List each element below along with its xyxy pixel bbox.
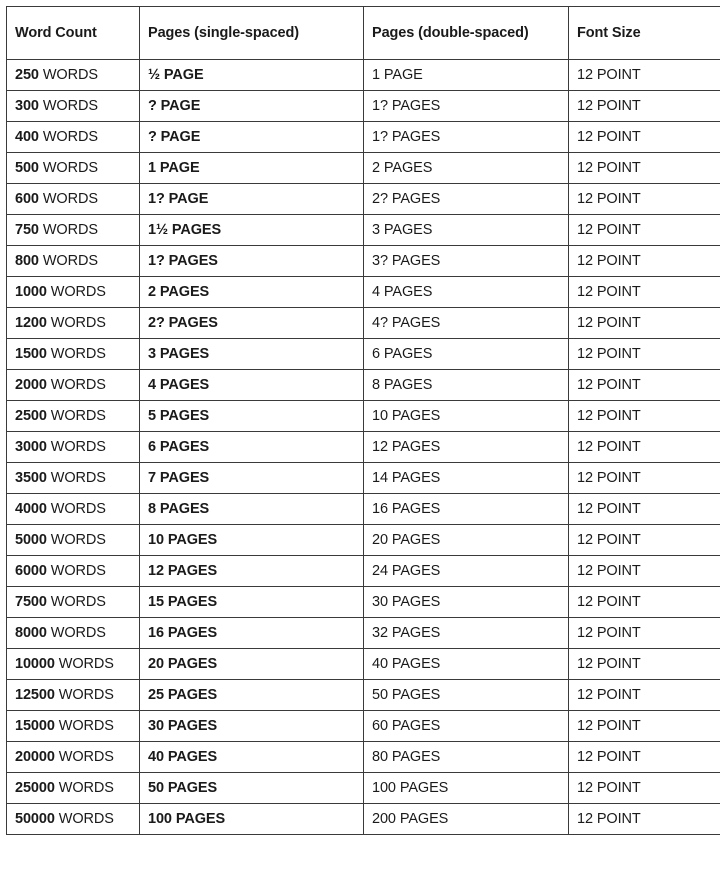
word-count-unit: WORDS (42, 160, 98, 176)
pages-single-spaced-cell: 10 PAGES (140, 525, 364, 556)
table-row (7, 401, 720, 432)
word-count-number: 600 (15, 191, 39, 207)
table-row (7, 122, 720, 153)
font-size-cell: 12 POINT (569, 308, 720, 339)
table-row (7, 680, 720, 711)
pages-single-spaced-cell: 8 PAGES (140, 494, 364, 525)
pages-single-spaced-cell: 100 PAGES (140, 804, 364, 835)
word-count-cell (7, 556, 140, 587)
table-row (7, 649, 720, 680)
table-row (7, 804, 720, 835)
table-row (7, 742, 720, 773)
word-count-number: 2000 (15, 377, 47, 393)
table-row (7, 184, 720, 215)
table-row (7, 432, 720, 463)
pages-single-spaced-cell: 50 PAGES (140, 773, 364, 804)
word-count-unit: WORDS (50, 501, 106, 517)
font-size-cell: 12 POINT (569, 773, 720, 804)
pages-single-spaced-cell: 15 PAGES (140, 587, 364, 618)
word-count-number: 800 (15, 253, 39, 269)
table-row (7, 246, 720, 277)
header-font-size: Font Size (569, 7, 720, 60)
word-count-cell (7, 711, 140, 742)
word-count-cell (7, 60, 140, 91)
font-size-cell: 12 POINT (569, 804, 720, 835)
pages-double-spaced-cell: 60 PAGES (364, 711, 569, 742)
pages-double-spaced-cell: 10 PAGES (364, 401, 569, 432)
pages-single-spaced-cell: 40 PAGES (140, 742, 364, 773)
pages-single-spaced-cell: ½ PAGE (140, 60, 364, 91)
pages-double-spaced-cell: 100 PAGES (364, 773, 569, 804)
word-count-unit: WORDS (58, 811, 114, 827)
word-count-cell (7, 153, 140, 184)
table-body (7, 60, 720, 835)
pages-single-spaced-cell: 16 PAGES (140, 618, 364, 649)
word-count-number: 1200 (15, 315, 47, 331)
table-row (7, 60, 720, 91)
word-count-number: 12500 (15, 687, 55, 703)
pages-single-spaced-cell: 25 PAGES (140, 680, 364, 711)
word-count-unit: WORDS (50, 470, 106, 486)
pages-double-spaced-cell: 50 PAGES (364, 680, 569, 711)
word-count-number: 5000 (15, 532, 47, 548)
word-count-unit: WORDS (50, 594, 106, 610)
word-count-number: 400 (15, 129, 39, 145)
font-size-cell: 12 POINT (569, 587, 720, 618)
header-word-count: Word Count (7, 7, 140, 60)
word-count-cell (7, 339, 140, 370)
word-count-unit: WORDS (42, 191, 98, 207)
font-size-cell: 12 POINT (569, 184, 720, 215)
pages-double-spaced-cell: 3 PAGES (364, 215, 569, 246)
word-count-unit: WORDS (42, 67, 98, 83)
word-count-number: 7500 (15, 594, 47, 610)
font-size-cell: 12 POINT (569, 153, 720, 184)
word-count-unit: WORDS (50, 377, 106, 393)
pages-double-spaced-cell: 14 PAGES (364, 463, 569, 494)
word-count-cell (7, 773, 140, 804)
table-row (7, 339, 720, 370)
word-count-cell (7, 370, 140, 401)
word-count-number: 250 (15, 67, 39, 83)
word-count-table (6, 6, 720, 835)
word-count-cell (7, 525, 140, 556)
word-count-unit: WORDS (42, 222, 98, 238)
font-size-cell: 12 POINT (569, 339, 720, 370)
word-count-number: 20000 (15, 749, 55, 765)
pages-double-spaced-cell: 2 PAGES (364, 153, 569, 184)
word-count-unit: WORDS (50, 439, 106, 455)
word-count-number: 3000 (15, 439, 47, 455)
table-row (7, 153, 720, 184)
pages-single-spaced-cell: 1½ PAGES (140, 215, 364, 246)
word-count-unit: WORDS (58, 780, 114, 796)
word-count-unit: WORDS (50, 563, 106, 579)
word-count-unit: WORDS (58, 687, 114, 703)
header-pages-double-spaced: Pages (double-spaced) (364, 7, 569, 60)
word-count-cell (7, 432, 140, 463)
table-row (7, 277, 720, 308)
pages-double-spaced-cell: 16 PAGES (364, 494, 569, 525)
word-count-cell (7, 308, 140, 339)
table-row (7, 215, 720, 246)
pages-single-spaced-cell: 1 PAGE (140, 153, 364, 184)
font-size-cell: 12 POINT (569, 91, 720, 122)
font-size-cell: 12 POINT (569, 401, 720, 432)
word-count-cell (7, 742, 140, 773)
font-size-cell: 12 POINT (569, 742, 720, 773)
table-row (7, 308, 720, 339)
font-size-cell: 12 POINT (569, 711, 720, 742)
word-count-unit: WORDS (50, 625, 106, 641)
pages-single-spaced-cell: 20 PAGES (140, 649, 364, 680)
pages-double-spaced-cell: 1? PAGES (364, 122, 569, 153)
word-count-cell (7, 277, 140, 308)
word-count-cell (7, 680, 140, 711)
pages-double-spaced-cell: 12 PAGES (364, 432, 569, 463)
font-size-cell: 12 POINT (569, 60, 720, 91)
word-count-number: 8000 (15, 625, 47, 641)
pages-single-spaced-cell: 2 PAGES (140, 277, 364, 308)
table-row (7, 494, 720, 525)
word-count-number: 300 (15, 98, 39, 114)
table-row (7, 463, 720, 494)
pages-single-spaced-cell: 2? PAGES (140, 308, 364, 339)
word-count-number: 6000 (15, 563, 47, 579)
font-size-cell: 12 POINT (569, 525, 720, 556)
font-size-cell: 12 POINT (569, 618, 720, 649)
word-count-cell (7, 122, 140, 153)
pages-single-spaced-cell: 6 PAGES (140, 432, 364, 463)
table-row (7, 370, 720, 401)
pages-single-spaced-cell: 4 PAGES (140, 370, 364, 401)
word-count-unit: WORDS (58, 718, 114, 734)
font-size-cell: 12 POINT (569, 246, 720, 277)
word-count-unit: WORDS (42, 98, 98, 114)
word-count-cell (7, 246, 140, 277)
pages-double-spaced-cell: 32 PAGES (364, 618, 569, 649)
word-count-cell (7, 401, 140, 432)
pages-double-spaced-cell: 30 PAGES (364, 587, 569, 618)
pages-single-spaced-cell: 1? PAGE (140, 184, 364, 215)
word-count-cell (7, 91, 140, 122)
pages-single-spaced-cell: 1? PAGES (140, 246, 364, 277)
word-count-number: 750 (15, 222, 39, 238)
word-count-cell (7, 587, 140, 618)
table-row (7, 525, 720, 556)
word-count-number: 1500 (15, 346, 47, 362)
pages-double-spaced-cell: 8 PAGES (364, 370, 569, 401)
word-count-number: 1000 (15, 284, 47, 300)
word-count-unit: WORDS (58, 749, 114, 765)
pages-single-spaced-cell: ? PAGE (140, 91, 364, 122)
word-count-cell (7, 463, 140, 494)
pages-single-spaced-cell: 7 PAGES (140, 463, 364, 494)
font-size-cell: 12 POINT (569, 370, 720, 401)
header-pages-single-spaced: Pages (single-spaced) (140, 7, 364, 60)
pages-double-spaced-cell: 20 PAGES (364, 525, 569, 556)
word-count-number: 10000 (15, 656, 55, 672)
word-count-unit: WORDS (42, 253, 98, 269)
pages-double-spaced-cell: 24 PAGES (364, 556, 569, 587)
pages-single-spaced-cell: 5 PAGES (140, 401, 364, 432)
word-count-unit: WORDS (50, 408, 106, 424)
pages-double-spaced-cell: 40 PAGES (364, 649, 569, 680)
font-size-cell: 12 POINT (569, 649, 720, 680)
word-count-number: 50000 (15, 811, 55, 827)
word-count-unit: WORDS (50, 315, 106, 331)
font-size-cell: 12 POINT (569, 556, 720, 587)
word-count-unit: WORDS (50, 284, 106, 300)
table-header-row (7, 7, 720, 60)
word-count-cell (7, 494, 140, 525)
pages-single-spaced-cell: 30 PAGES (140, 711, 364, 742)
word-count-unit: WORDS (50, 346, 106, 362)
pages-single-spaced-cell: ? PAGE (140, 122, 364, 153)
word-count-cell (7, 804, 140, 835)
pages-single-spaced-cell: 12 PAGES (140, 556, 364, 587)
font-size-cell: 12 POINT (569, 277, 720, 308)
word-count-number: 15000 (15, 718, 55, 734)
font-size-cell: 12 POINT (569, 463, 720, 494)
word-count-cell (7, 215, 140, 246)
font-size-cell: 12 POINT (569, 432, 720, 463)
pages-double-spaced-cell: 6 PAGES (364, 339, 569, 370)
font-size-cell: 12 POINT (569, 680, 720, 711)
font-size-cell: 12 POINT (569, 215, 720, 246)
pages-double-spaced-cell: 200 PAGES (364, 804, 569, 835)
pages-double-spaced-cell: 4 PAGES (364, 277, 569, 308)
word-count-number: 25000 (15, 780, 55, 796)
table-row (7, 773, 720, 804)
table-row (7, 556, 720, 587)
pages-double-spaced-cell: 2? PAGES (364, 184, 569, 215)
word-count-unit: WORDS (42, 129, 98, 145)
pages-double-spaced-cell: 4? PAGES (364, 308, 569, 339)
table-row (7, 711, 720, 742)
table-row (7, 587, 720, 618)
word-count-cell (7, 618, 140, 649)
pages-single-spaced-cell: 3 PAGES (140, 339, 364, 370)
word-count-number: 2500 (15, 408, 47, 424)
word-count-unit: WORDS (50, 532, 106, 548)
table-row (7, 91, 720, 122)
pages-double-spaced-cell: 80 PAGES (364, 742, 569, 773)
word-count-number: 3500 (15, 470, 47, 486)
word-count-cell (7, 649, 140, 680)
pages-double-spaced-cell: 1? PAGES (364, 91, 569, 122)
pages-double-spaced-cell: 3? PAGES (364, 246, 569, 277)
word-count-number: 4000 (15, 501, 47, 517)
font-size-cell: 12 POINT (569, 122, 720, 153)
font-size-cell: 12 POINT (569, 494, 720, 525)
word-count-cell (7, 184, 140, 215)
word-count-number: 500 (15, 160, 39, 176)
pages-double-spaced-cell: 1 PAGE (364, 60, 569, 91)
word-count-unit: WORDS (58, 656, 114, 672)
table-row (7, 618, 720, 649)
